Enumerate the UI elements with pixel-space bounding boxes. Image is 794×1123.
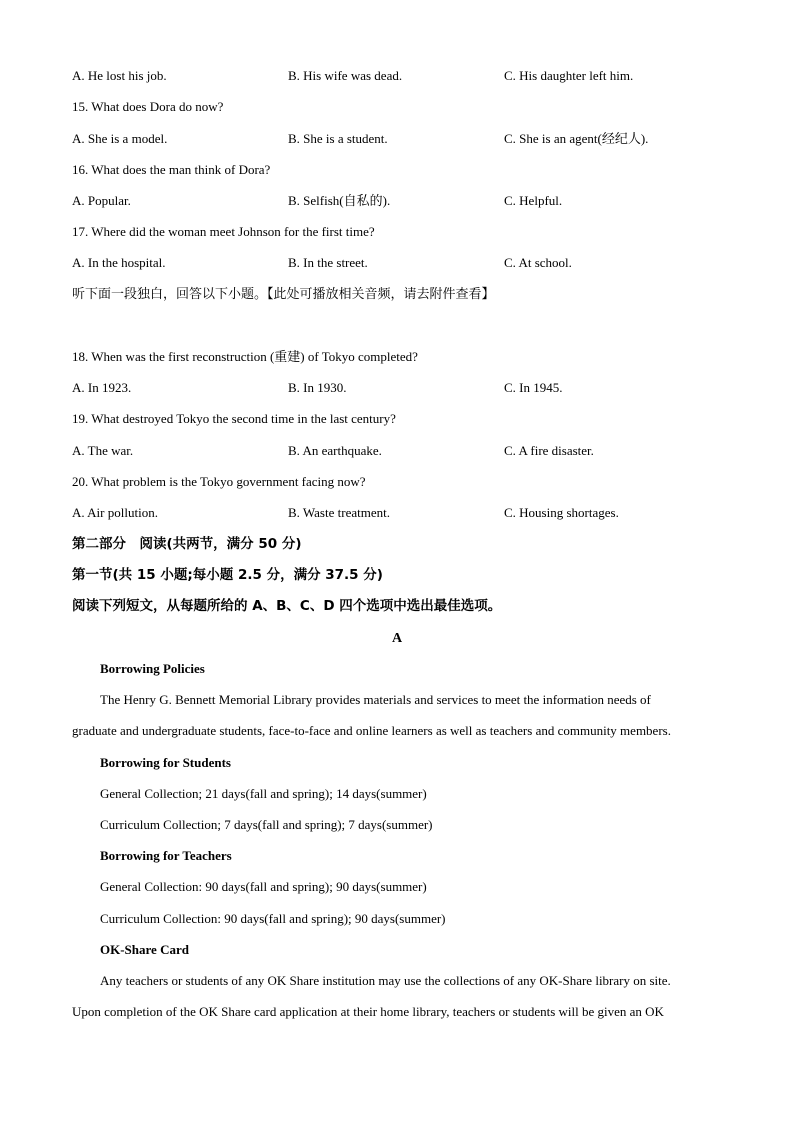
q20-options: [72, 505, 732, 521]
q20-option-a: A. Air pollution.: [72, 505, 158, 520]
okshare-line1: Any teachers or students of any OK Share institution may use the collections of any OK-Share library on site.: [100, 973, 671, 988]
q16-option-a: A. Popular.: [72, 193, 131, 208]
q19-option-a: A. The war.: [72, 443, 134, 458]
q14-option-b: B. His wife was dead.: [288, 68, 403, 83]
passage-intro-line2: graduate and undergraduate students, face-to-face and online learners as well as teachers and community members.: [72, 723, 671, 738]
q16-option-b: B. Selfish(自私的).: [288, 193, 391, 208]
teachers-general-collection: General Collection: 90 days(fall and spring); 90 days(summer): [100, 879, 427, 894]
q17-option-a: A. In the hospital.: [72, 255, 166, 270]
teachers-curriculum-collection: Curriculum Collection: 90 days(fall and spring); 90 days(summer): [100, 911, 446, 926]
q15-options: [72, 131, 732, 147]
q15-option-a: A. She is a model.: [72, 131, 168, 146]
q16-options: [72, 193, 732, 209]
students-general-collection: General Collection; 21 days(fall and spring); 14 days(summer): [100, 786, 427, 801]
passage-heading: Borrowing Policies: [100, 661, 205, 676]
q18-option-a: A. In 1923.: [72, 380, 132, 395]
part2-title: 第二部分 阅读(共两节，满分 50 分): [72, 536, 302, 552]
q17-stem: 17. Where did the woman meet Johnson for the first time?: [72, 224, 375, 239]
q14-options: [72, 68, 732, 84]
q18-options: [72, 380, 732, 396]
q16-stem: 16. What does the man think of Dora?: [72, 162, 271, 177]
q15-option-b: B. She is a student.: [288, 131, 388, 146]
q15-option-c: C. She is an agent(经纪人).: [504, 131, 649, 146]
monologue-instruction: 听下面一段独白，回答以下小题。【此处可播放相关音频，请去附件查看】: [72, 287, 495, 302]
q20-stem: 20. What problem is the Tokyo government facing now?: [72, 474, 366, 489]
q17-option-b: B. In the street.: [288, 255, 368, 270]
q16-option-c: C. Helpful.: [504, 193, 563, 208]
q20-option-b: B. Waste treatment.: [288, 505, 390, 520]
q19-option-b: B. An earthquake.: [288, 443, 382, 458]
q19-stem: 19. What destroyed Tokyo the second time in the last century?: [72, 411, 396, 426]
students-heading: Borrowing for Students: [100, 755, 231, 770]
reading-instruction: 阅读下列短文，从每题所给的 A、B、C、D 四个选项中选出最佳选项。: [72, 598, 502, 614]
q18-option-b: B. In 1930.: [288, 380, 347, 395]
section1-title: 第一节(共 15 小题;每小题 2.5 分，满分 37.5 分): [72, 567, 383, 583]
q14-option-a: A. He lost his job.: [72, 68, 167, 83]
passage-intro-line1: The Henry G. Bennett Memorial Library provides materials and services to meet the information needs of: [100, 692, 651, 707]
q17-option-c: C. At school.: [504, 255, 572, 270]
q19-options: [72, 443, 732, 459]
q17-options: [72, 255, 732, 271]
q19-option-c: C. A fire disaster.: [504, 443, 594, 458]
passage-letter: A: [391, 631, 403, 646]
students-curriculum-collection: Curriculum Collection; 7 days(fall and spring); 7 days(summer): [100, 817, 433, 832]
okshare-line2: Upon completion of the OK Share card application at their home library, teachers or students will be given an OK: [72, 1004, 664, 1019]
okshare-heading: OK-Share Card: [100, 942, 189, 957]
q15-stem: 15. What does Dora do now?: [72, 99, 224, 114]
q20-option-c: C. Housing shortages.: [504, 505, 619, 520]
q18-option-c: C. In 1945.: [504, 380, 563, 395]
teachers-heading: Borrowing for Teachers: [100, 848, 232, 863]
q18-stem: 18. When was the first reconstruction (重建) of Tokyo completed?: [72, 349, 418, 364]
q14-option-c: C. His daughter left him.: [504, 68, 634, 83]
